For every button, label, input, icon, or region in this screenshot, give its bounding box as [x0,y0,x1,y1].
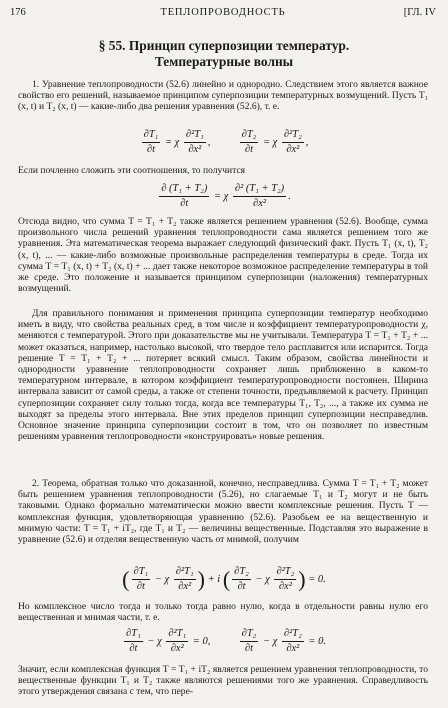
formula-complex: ( $\frac{\text{∂T₁}}{\partial t}$ − χ $\frac{\text{∂²T₁}}{\text{∂x²}}$ ) + i ( $\frac{\text{∂T₂}}{\partial t}$ − χ $\frac{\text{∂²T₂}}{\text{∂x²}}$ ) = 0. [122,566,326,592]
formula-symbol: . [288,190,291,202]
section-heading [0,38,448,70]
formula-symbol: = 0. [308,635,326,647]
fraction: $\frac{\text{∂²T₁}}{\text{∂x²}}$ [175,566,194,592]
paragraph-3: Отсюда видно, что сумма T = T₁ + T₂ также является решением уравнения (52.6). Вообще, сумма произвольного числа решений уравнения теплопроводности сама является решением того же уравнения. Эта математическая теорема выражает следующий физический факт. Пусть T₁ (x, t), T₂ (x, t), ... — какие-либо возможные произвольные распределения температуры в среде. Тогда их сумма T = T₁ (x, t) + T₂ (x, t) + ... дает также некоторое возможное распределение температуры в той же среде. Это положение и называется принципом суперпозиции (наложения) температурных возмущений. [18,216,428,295]
paragraph-4: Для правильного понимания и применения принципа суперпозиции температур необходимо иметь в виду, что свойства реальных сред, в том числе и коэффициент температуропроводности χ, меняются с температурой. Этого при доказательстве мы не учитывали. Температура T = T₁ + T₂ + ... может оказаться, например, настолько высокой, что твердое тело расплавится или испарится. Тогда решение T = T₁ + T₂ + ... потеряет всякий смысл. Таким образом, свойства линейности и однородности уравнение теплопроводности сохраняет лишь приближенно в каком-то температурном интервале, в котором коэффициент температуропроводности постоянен. Ширина интервала зависит от самой среды, а также от степени точности, предъявляемой к расчету. Принцип суперпозиции сохраняет силу только тогда, когда все температуры T₁, T₂, ..., а также их сумма не выходят за пределы этого интервала. Вне этих пределов принцип суперпозиции несправедлив. Основное значение принципа суперпозиции состоит в том, что он позволяет по известным решениям уравнения теплопроводности «конструировать» новые решения. [18,308,428,443]
formula-symbol: = χ [262,136,278,148]
formula-symbol: − χ [255,573,270,585]
running-title: ТЕПЛОПРОВОДНОСТЬ [160,7,286,18]
formula-symbol: = 0. [308,573,326,585]
paragraph-1: 1. Уравнение теплопроводности (52.6) линейно и однородно. Следствием этого является важное свойство его решений, называемое принципом суперпозиции температурных возмущений. Пусть T₁ (x, t) и T₂ (x, t) — какие-либо два решения уравнения (52.6), т. е. [18,79,428,113]
paragraph-2: Если почленно сложить эти соотношения, то получится [18,165,246,176]
formula-symbol: − χ [154,573,170,585]
section-title: § 55. Принцип суперпозиции температур. [98,38,350,53]
fraction: $\frac{\text{∂² (T₁ + T₂)}}{\text{∂x²}}$ [234,183,285,209]
fraction: $\frac{\text{∂T₂}}{\partial t}$ [241,628,257,654]
fraction: $\frac{\text{∂T₂}}{\partial t}$ [234,566,249,592]
fraction: $\frac{\text{∂T₁}}{\partial t}$ [126,628,141,654]
formula-symbol: , [207,136,211,148]
fraction: $\frac{\text{∂T₁}}{\partial t}$ [133,566,149,592]
paragraph-6: Но комплексное число тогда и только тогда равно нулю, когда в отдельности равны нулю его вещественная и мнимая части, т. е. [18,601,428,624]
paragraph-5: 2. Теорема, обратная только что доказанной, конечно, несправедлива. Сумма T = T₁ + T₂ может быть решением уравнения теплопроводности (5.26), но слагаемые T₁ и T₂ могут и не быть таковыми. Однако формально математически можно ввести комплексные решения. Пусть T — комплексная функция, удовлетворяющая уравнению (52.6). Разобьем ее на вещественную и мнимую части: T = T₁ + iT₂, где T₁ и T₂ — величины вещественные. Подставляя это выражение в уравнение (52.6) и отделяя вещественную часть от мнимой, получим [18,478,428,546]
fraction: $\frac{\text{∂²T₁}}{\text{∂x²}}$ [168,628,187,654]
fraction: $\frac{\text{∂ (T₁ + T₂)}}{\partial t}$ [161,183,208,209]
formula-symbol: − χ [147,635,162,647]
fraction: $\frac{\text{∂²T₂}}{\text{∂x²}}$ [283,129,302,155]
paragraph-7: Значит, если комплексная функция T = T₁ + iT₂ является решением уравнения теплопроводности, то вещественные функции T₁ и T₂ также являются решениями того же уравнения. Справедливость этого утверждения связана с тем, что пере- [18,664,428,698]
fraction: $\frac{\text{∂²T₂}}{\text{∂x²}}$ [276,566,295,592]
formula-symbol: = χ [213,190,229,202]
formula-symbol: = χ [164,136,180,148]
fraction: $\frac{\text{∂²T₂}}{\text{∂x²}}$ [283,628,302,654]
fraction: $\frac{\text{∂T₁}}{\partial t}$ [143,129,159,155]
running-head [10,6,436,20]
formula-sum [0,182,448,211]
section-subtitle: Температурные волны [154,54,294,69]
fraction: $\frac{\text{∂²T₁}}{\text{∂x²}}$ [185,129,204,155]
formula-symbol: + i [207,573,221,585]
chapter-marker: [ГЛ. IV [403,7,436,18]
page-number: 176 [10,7,26,18]
fraction: $\frac{\text{∂T₂}}{\partial t}$ [241,129,257,155]
formula-heat-equations [0,128,448,157]
formula-symbol: , [305,136,309,148]
formula-real-imag [0,627,448,656]
formula-symbol: − χ [262,635,278,647]
formula-symbol: = 0, [192,635,211,647]
